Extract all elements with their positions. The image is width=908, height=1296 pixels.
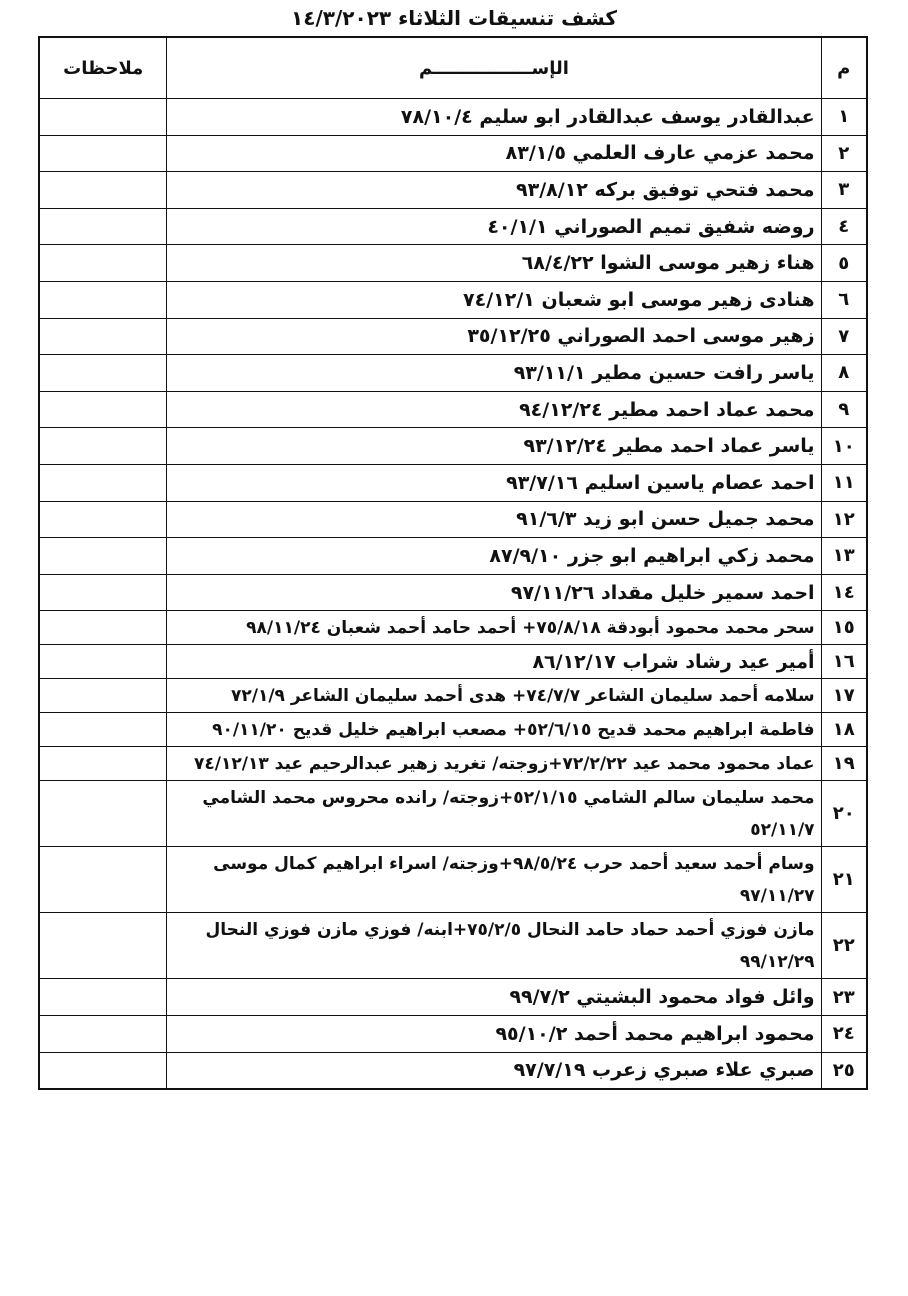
- row-notes: [39, 979, 167, 1016]
- table-row: [39, 979, 867, 1016]
- row-number: ٢١: [821, 847, 867, 913]
- row-notes: [39, 245, 167, 282]
- row-number: ١٤: [821, 574, 867, 611]
- row-notes: [39, 713, 167, 747]
- row-notes: [39, 913, 167, 979]
- row-notes: [39, 464, 167, 501]
- row-notes: [39, 574, 167, 611]
- table-row: [39, 428, 867, 465]
- table-row: [39, 747, 867, 781]
- row-number: ٧: [821, 318, 867, 355]
- row-name: محمد جميل حسن ابو زيد ٩١/٦/٣: [167, 501, 821, 538]
- table-row: [39, 713, 867, 747]
- table-row: [39, 1052, 867, 1089]
- row-name: محمد فتحي توفيق بركه ٩٣/٨/١٢: [167, 172, 821, 209]
- row-number: ٨: [821, 355, 867, 392]
- row-notes: [39, 747, 167, 781]
- row-notes: [39, 611, 167, 645]
- row-notes: [39, 208, 167, 245]
- table-row: [39, 847, 867, 913]
- row-number: ١٠: [821, 428, 867, 465]
- row-name: هنادى زهير موسى ابو شعبان ٧٤/١٢/١: [167, 281, 821, 318]
- row-number: ٦: [821, 281, 867, 318]
- row-name: صبري علاء صبري زعرب ٩٧/٧/١٩: [167, 1052, 821, 1089]
- row-number: ١٧: [821, 679, 867, 713]
- row-name: مازن فوزي أحمد حماد حامد النحال ٧٥/٢/٥+ابنه/ فوزي مازن فوزي النحال ٩٩/١٢/٢٩: [167, 913, 821, 979]
- row-notes: [39, 99, 167, 136]
- table-header-row: [39, 37, 867, 99]
- row-name: عبدالقادر يوسف عبدالقادر ابو سليم ٧٨/١٠/٤: [167, 99, 821, 136]
- row-name: ياسر عماد احمد مطير ٩٣/١٢/٢٤: [167, 428, 821, 465]
- row-name: محمد عماد احمد مطير ٩٤/١٢/٢٤: [167, 391, 821, 428]
- row-name: احمد سمير خليل مقداد ٩٧/١١/٢٦: [167, 574, 821, 611]
- row-number: ٢: [821, 135, 867, 172]
- row-name: عماد محمود محمد عيد ٧٢/٢/٢٢+زوجته/ تغريد زهير عبدالرحيم عيد ٧٤/١٢/١٣: [167, 747, 821, 781]
- table-row: [39, 501, 867, 538]
- row-notes: [39, 391, 167, 428]
- table-row: [39, 318, 867, 355]
- row-notes: [39, 1015, 167, 1052]
- table-row: [39, 913, 867, 979]
- row-number: ٢٤: [821, 1015, 867, 1052]
- row-number: ١١: [821, 464, 867, 501]
- header-number: م: [821, 37, 867, 99]
- row-name: محمد سليمان سالم الشامي ٥٢/١/١٥+زوجته/ رانده محروس محمد الشامي ٥٢/١١/٧: [167, 781, 821, 847]
- row-notes: [39, 1052, 167, 1089]
- row-notes: [39, 538, 167, 575]
- header-name: الإســــــــــــــــم: [167, 37, 821, 99]
- row-notes: [39, 318, 167, 355]
- row-name: فاطمة ابراهيم محمد قديح ٥٢/٦/١٥+ مصعب ابراهيم خليل قديح ٩٠/١١/٢٠: [167, 713, 821, 747]
- row-name: محمد زكي ابراهيم ابو جزر ٨٧/٩/١٠: [167, 538, 821, 575]
- row-number: ١: [821, 99, 867, 136]
- row-number: ٢٠: [821, 781, 867, 847]
- table-row: [39, 245, 867, 282]
- row-number: ٢٥: [821, 1052, 867, 1089]
- row-name: محمد عزمي عارف العلمي ٨٣/١/٥: [167, 135, 821, 172]
- row-notes: [39, 355, 167, 392]
- table-row: [39, 464, 867, 501]
- row-name: سلامه أحمد سليمان الشاعر ٧٤/٧/٧+ هدى أحمد سليمان الشاعر ٧٢/١/٩: [167, 679, 821, 713]
- row-notes: [39, 135, 167, 172]
- table-row: [39, 172, 867, 209]
- row-name: هناء زهير موسى الشوا ٦٨/٤/٢٢: [167, 245, 821, 282]
- table-row: [39, 208, 867, 245]
- table-row: [39, 574, 867, 611]
- row-name: محمود ابراهيم محمد أحمد ٩٥/١٠/٢: [167, 1015, 821, 1052]
- row-number: ١٩: [821, 747, 867, 781]
- table-row: [39, 645, 867, 679]
- row-name: وسام أحمد سعيد أحمد حرب ٩٨/٥/٢٤+وزجته/ اسراء ابراهيم كمال موسى ٩٧/١١/٢٧: [167, 847, 821, 913]
- row-notes: [39, 172, 167, 209]
- row-number: ١٦: [821, 645, 867, 679]
- row-number: ٥: [821, 245, 867, 282]
- row-number: ٢٢: [821, 913, 867, 979]
- row-notes: [39, 645, 167, 679]
- table-row: [39, 99, 867, 136]
- row-name: روضه شفيق تميم الصوراني ٤٠/١/١: [167, 208, 821, 245]
- names-table: [38, 36, 868, 1090]
- row-name: سحر محمد محمود أبودقة ٧٥/٨/١٨+ أحمد حامد أحمد شعبان ٩٨/١١/٢٤: [167, 611, 821, 645]
- table-row: [39, 355, 867, 392]
- table-row: [39, 1015, 867, 1052]
- row-number: ١٨: [821, 713, 867, 747]
- table-row: [39, 135, 867, 172]
- row-number: ١٢: [821, 501, 867, 538]
- row-notes: [39, 281, 167, 318]
- row-name: وائل فواد محمود البشيتي ٩٩/٧/٢: [167, 979, 821, 1016]
- row-name: ياسر رافت حسين مطير ٩٣/١١/١: [167, 355, 821, 392]
- header-notes: ملاحظات: [39, 37, 167, 99]
- row-notes: [39, 428, 167, 465]
- row-notes: [39, 781, 167, 847]
- row-number: ٩: [821, 391, 867, 428]
- table-row: [39, 611, 867, 645]
- table-row: [39, 781, 867, 847]
- row-number: ١٥: [821, 611, 867, 645]
- table-row: [39, 679, 867, 713]
- page-title: كشف تنسيقات الثلاثاء ١٤/٣/٢٠٢٣: [291, 6, 617, 30]
- row-name: زهير موسى احمد الصوراني ٣٥/١٢/٢٥: [167, 318, 821, 355]
- row-notes: [39, 847, 167, 913]
- row-number: ٣: [821, 172, 867, 209]
- row-number: ٢٣: [821, 979, 867, 1016]
- row-notes: [39, 501, 167, 538]
- table-row: [39, 538, 867, 575]
- table-row: [39, 281, 867, 318]
- row-number: ٤: [821, 208, 867, 245]
- row-notes: [39, 679, 167, 713]
- row-number: ١٣: [821, 538, 867, 575]
- table-row: [39, 391, 867, 428]
- row-name: احمد عصام ياسين اسليم ٩٣/٧/١٦: [167, 464, 821, 501]
- row-name: أمير عيد رشاد شراب ٨٦/١٢/١٧: [167, 645, 821, 679]
